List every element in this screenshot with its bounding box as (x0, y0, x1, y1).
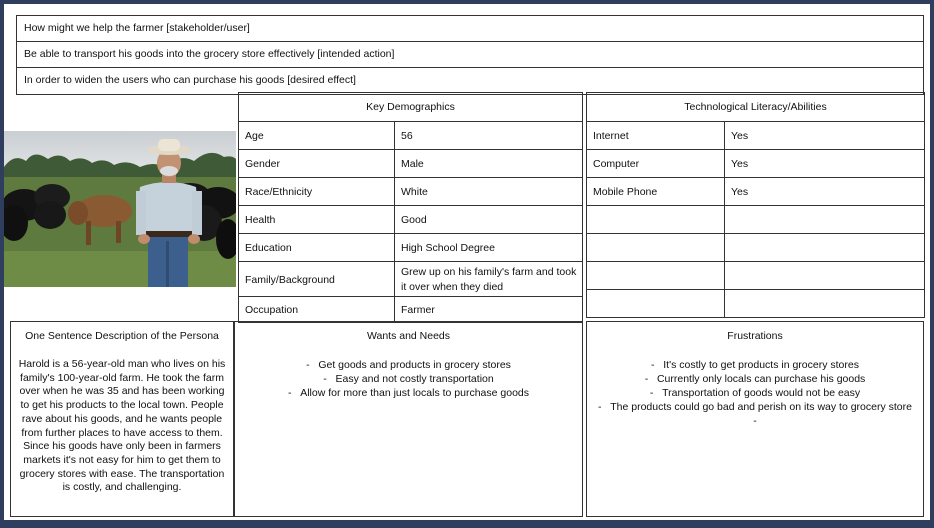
how-might-we-table (16, 15, 924, 95)
demo-value-age: 56 (395, 122, 583, 150)
demo-value-gender: Male (395, 150, 583, 178)
key-demographics-table (238, 92, 583, 323)
key-demographics-title: Key Demographics (239, 93, 583, 122)
tech-empty-cell (725, 262, 925, 290)
demo-label-education: Education (239, 234, 395, 262)
frustrations-list (587, 358, 923, 428)
frustrations-box (586, 321, 924, 517)
demo-label-gender: Gender (239, 150, 395, 178)
list-item: - It's costly to get products in grocery stores (587, 358, 923, 372)
tech-empty-cell (725, 290, 925, 318)
persona-description-text: Harold is a 56-year-old man who lives on his family's 100-year-old farm. He took the farm over when he was 35 and has been working to get his products to the local town. People rave about his goods, and he wants people from further places to have access to them. Since his goods have only been in farmers markets it's not easy for him to get them to grocery stores with ease. The transportation is costly, and challenging. (18, 358, 226, 494)
list-item: - Easy and not costly transportation (235, 372, 582, 386)
hmw-intended-action: Be able to transport his goods into the grocery store effectively [intended action] (17, 42, 923, 68)
demo-value-family: Grew up on his family's farm and took it over when they died (395, 262, 583, 297)
list-item: - The products could go bad and perish on its way to grocery store (587, 400, 923, 414)
hmw-stakeholder: How might we help the farmer [stakeholder/user] (17, 16, 923, 42)
frustrations-title: Frustrations (727, 330, 783, 342)
persona-description-box (10, 321, 234, 517)
list-item: - Allow for more than just locals to purchase goods (235, 386, 582, 400)
farmer-photo (4, 131, 236, 287)
demo-label-age: Age (239, 122, 395, 150)
demo-value-health: Good (395, 206, 583, 234)
demo-value-education: High School Degree (395, 234, 583, 262)
tech-empty-cell (587, 290, 725, 318)
demo-label-race: Race/Ethnicity (239, 178, 395, 206)
list-item: - Currently only locals can purchase his goods (587, 372, 923, 386)
tech-label-mobile: Mobile Phone (587, 178, 725, 206)
demo-value-race: White (395, 178, 583, 206)
demo-label-health: Health (239, 206, 395, 234)
tech-empty-cell (587, 262, 725, 290)
tech-value-computer: Yes (725, 150, 925, 178)
persona-card (4, 4, 930, 520)
demo-value-occupation: Farmer (395, 297, 583, 323)
list-item: - Transportation of goods would not be easy (587, 386, 923, 400)
tech-literacy-table (586, 92, 925, 318)
tech-literacy-title: Technological Literacy/Abilities (587, 93, 925, 122)
persona-description-title: One Sentence Description of the Persona (25, 330, 219, 342)
list-item: - Get goods and products in grocery stores (235, 358, 582, 372)
wants-needs-list (235, 358, 582, 400)
tech-value-internet: Yes (725, 122, 925, 150)
tech-label-computer: Computer (587, 150, 725, 178)
tech-empty-cell (725, 206, 925, 234)
list-item-empty (587, 414, 923, 428)
wants-needs-title: Wants and Needs (366, 330, 451, 342)
tech-label-internet: Internet (587, 122, 725, 150)
tech-empty-cell (725, 234, 925, 262)
hmw-desired-effect: In order to widen the users who can purchase his goods [desired effect] (24, 74, 356, 86)
wants-needs-box (234, 321, 583, 517)
farmer-with-cattle-image (4, 131, 236, 287)
demo-label-occupation: Occupation (239, 297, 395, 323)
demo-label-family: Family/Background (239, 262, 395, 297)
tech-empty-cell (587, 234, 725, 262)
tech-empty-cell (587, 206, 725, 234)
tech-value-mobile: Yes (725, 178, 925, 206)
